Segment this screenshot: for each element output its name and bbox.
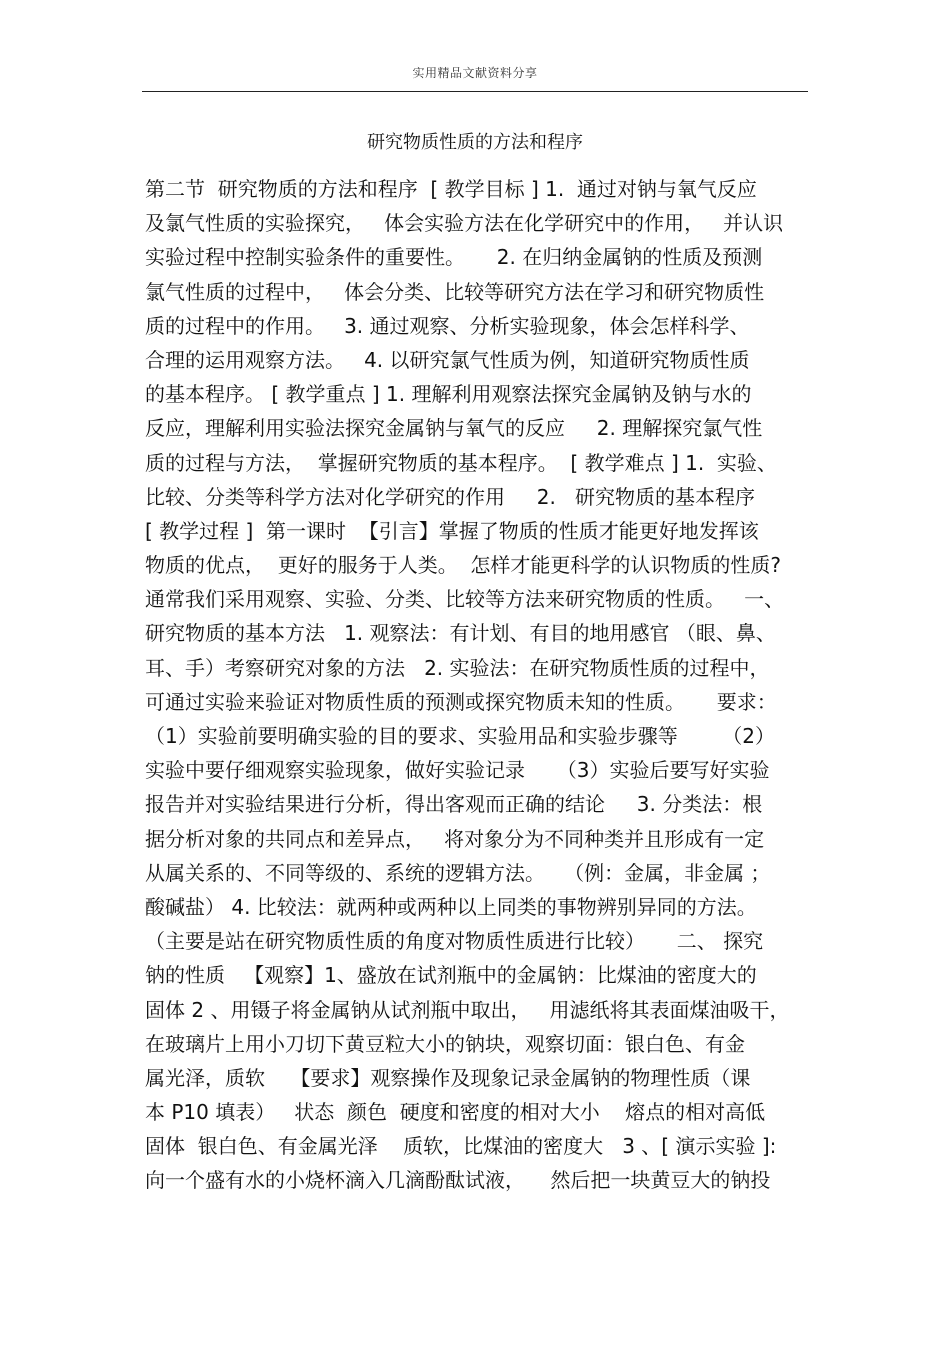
body-line: 在玻璃片上用小刀切下黄豆粒大小的钠块，观察切面：银白色、有金	[145, 1031, 745, 1056]
document-body	[145, 172, 805, 1198]
body-line: 比较、分类等科学方法对化学研究的作用 2. 研究物质的基本程序	[145, 484, 755, 509]
body-line: 质的过程中的作用。 3. 通过观察、分析实验现象，体会怎样科学、	[145, 313, 750, 338]
body-line: 氯气性质的过程中， 体会分类、比较等研究方法在学习和研究物质性	[145, 279, 765, 304]
body-line: 反应，理解利用实验法探究金属钠与氧气的反应 2. 理解探究氯气性	[145, 416, 763, 441]
body-line: （主要是站在研究物质性质的角度对物质性质进行比较） 二、 探究	[145, 929, 764, 954]
body-line: 实验过程中控制实验条件的重要性。 2. 在归纳金属钠的性质及预测	[145, 245, 763, 270]
body-line: [ 教学过程 ] 第一课时 【引言】掌握了物质的性质才能更好地发挥该	[145, 518, 759, 543]
document-title: 研究物质性质的方法和程序	[367, 132, 583, 153]
body-line: 固体 2 、用镊子将金属钠从试剂瓶中取出， 用滤纸将其表面煤油吸干，	[145, 997, 790, 1022]
body-line: 质的过程与方法， 掌握研究物质的基本程序。 [ 教学难点 ] 1. 实验、	[145, 450, 777, 475]
body-line: 据分析对象的共同点和差异点， 将对象分为不同种类并且形成有一定	[145, 826, 765, 851]
body-line: 固体 银白色、有金属光泽 质软，比煤油的密度大 3 、[ 演示实验 ]:	[145, 1134, 777, 1159]
body-line: 第二节 研究物质的方法和程序 [ 教学目标 ] 1. 通过对钠与氧气反应	[145, 177, 757, 201]
header-divider	[142, 91, 808, 92]
body-line: 酸碱盐） 4. 比较法：就两种或两种以上同类的事物辨别异同的方法。	[145, 894, 757, 919]
body-line: 及氯气性质的实验探究， 体会实验方法在化学研究中的作用， 并认识	[145, 211, 784, 236]
body-line: （1）实验前要明确实验的目的要求、实验用品和实验步骤等 （2）	[145, 724, 775, 748]
body-line: 属光泽，质软 【要求】观察操作及现象记录金属钠的物理性质（课	[145, 1065, 751, 1090]
body-line: 通常我们采用观察、实验、分类、比较等方法来研究物质的性质。 一、	[145, 587, 785, 612]
body-line: 可通过实验来验证对物质性质的预测或探究物质未知的性质。 要求：	[145, 689, 777, 714]
body-line: 研究物质的基本方法 1. 观察法：有计划、有目的地用感官 （眼、鼻、	[145, 621, 776, 646]
body-line: 从属关系的、不同等级的、系统的逻辑方法。 （例：金属，非金属 ；	[145, 860, 771, 885]
body-line: 合理的运用观察方法。 4. 以研究氯气性质为例，知道研究物质性质	[145, 347, 750, 372]
body-line: 耳、手）考察研究对象的方法 2. 实验法：在研究物质性质的过程中，	[145, 655, 770, 680]
body-line: 物质的优点， 更好的服务于人类。 怎样才能更科学的认识物质的性质?	[145, 553, 782, 578]
body-line: 报告并对实验结果进行分析，得出客观而正确的结论 3. 分类法：根	[145, 792, 763, 817]
body-line: 本 P10 填表） 状态 颜色 硬度和密度的相对大小 熔点的相对高低	[145, 1100, 766, 1125]
body-line: 向一个盛有水的小烧杯滴入几滴酚酞试液， 然后把一块黄豆大的钠投	[145, 1168, 771, 1193]
body-line: 的基本程序。 [ 教学重点 ] 1. 理解利用观察法探究金属钠及钠与水的	[145, 382, 752, 407]
body-line: 实验中要仔细观察实验现象，做好实验记录 （3）实验后要写好实验	[145, 758, 770, 783]
body-line: 钠的性质 【观察】1、盛放在试剂瓶中的金属钠：比煤油的密度大的	[145, 963, 757, 988]
page-header: 实用精品文献资料分享	[412, 66, 538, 80]
